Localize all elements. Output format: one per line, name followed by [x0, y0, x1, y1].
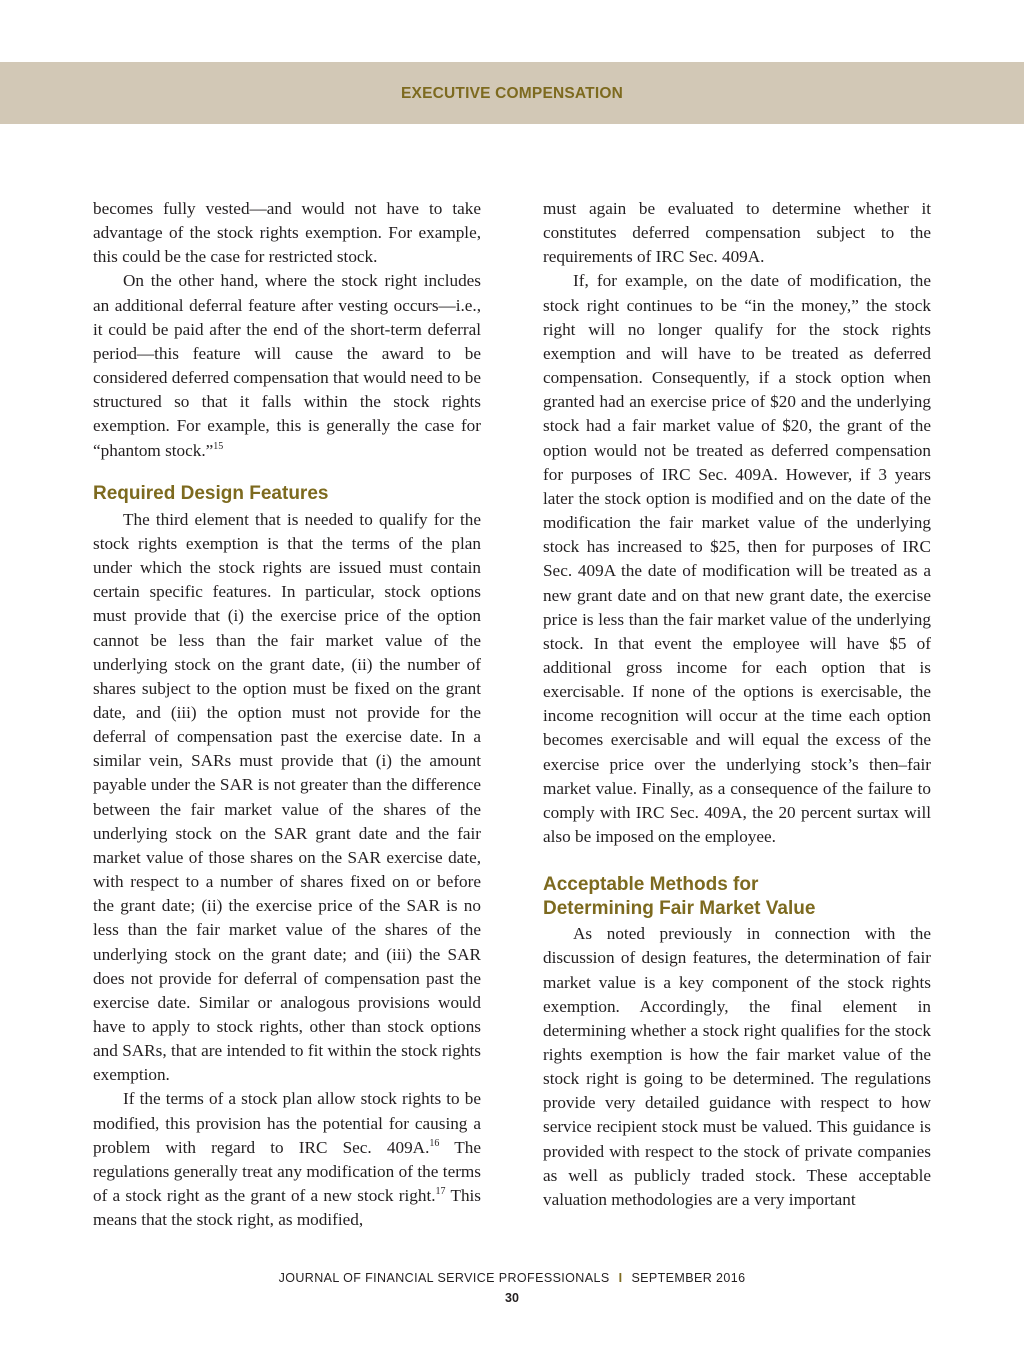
left-paragraph-4-text-c: This means that the stock right, as modified,	[93, 1186, 481, 1230]
issue-date: SEPTEMBER 2016	[631, 1271, 746, 1285]
left-paragraph-4	[93, 1087, 481, 1232]
left-paragraph-1: becomes fully vested—and would not have to take advantage of the stock rights exemption. For example, this could be the case for restricted stock.	[93, 199, 481, 267]
left-paragraph-2	[93, 269, 481, 462]
footer-journal-line	[0, 1270, 1024, 1286]
footnote-ref-16: 16	[429, 1137, 440, 1149]
right-paragraph-2: If, for example, on the date of modification, the stock right continues to be “in the money,” the stock right will no longer qualify for the stock rights exemption and will have to be treated as deferred compensation. Consequently, if a stock option when granted had an exercise price of $20 and the underlying stock had a fair market value of $20, the grant of the option would not be treated as deferred compensation for purposes of IRC Sec. 409A. However, if 3 years later the stock option is modified and on the date of the modification the fair market value of the underlying stock has increased to $25, then for purposes of IRC Sec. 409A the date of modification will be treated as a new grant date and on that new grant date, the exercise price is less than the fair market value of the underlying stock. In that event the employee will have $5 of additional gross income for each option that is exercisable. If none of the options is exercisable, the income recognition will occur at the time each option becomes exercisable and will equal the excess of the exercise price over the underlying stock’s then–fair market value. Finally, as a consequence of the failure to comply with IRC Sec. 409A, the 20 percent surtax will also be imposed on the employee.	[543, 271, 931, 847]
section-label: EXECUTIVE COMPENSATION	[401, 85, 623, 102]
footer-separator: I	[618, 1271, 623, 1285]
right-paragraph-1: must again be evaluated to determine whether it constitutes deferred compensation subject to the requirements of IRC Sec. 409A.	[543, 199, 931, 267]
left-column	[93, 197, 481, 1232]
page-number: 30	[505, 1291, 519, 1305]
left-paragraph-3: The third element that is needed to qualify for the stock rights exemption is that the terms of the plan under which the stock rights are issued must contain certain specific features. In particular, stock options must provide that (i) the exercise price of the option cannot be less than the fair market value of the underlying stock on the grant date, (ii) the number of shares subject to the option must be fixed on the grant date, and (iii) the option must not provide for the deferral of compensation past the exercise date. In a similar vein, SARs must provide that (i) the amount payable under the SAR is not greater than the difference between the fair market value of the shares of the underlying stock on the SAR grant date and the fair market value of those shares on the SAR exercise date, with respect to a number of shares fixed on or before the grant date; (ii) the exercise price of the SAR is no less than the fair market value of the shares of the underlying stock on the grant date; and (iii) the SAR does not provide for deferral of compensation past the exercise date. Similar or analogous provisions would have to apply to stock rights, other than stock options and SARs, that are intended to fit within the stock rights exemption.	[93, 509, 481, 1085]
left-paragraph-4-text-a: If the terms of a stock plan allow stock rights to be modified, this provision has the potential for causing a problem with regard to IRC Sec. 409A.	[93, 1089, 481, 1157]
left-paragraph-4-text-b: The regulations generally treat any modification of the terms of a stock right as the grant of a new stock right.	[93, 1137, 481, 1206]
journal-name: JOURNAL OF FINANCIAL SERVICE PROFESSIONALS	[278, 1271, 610, 1285]
footnote-ref-15: 15	[213, 440, 224, 452]
footnote-ref-17: 17	[435, 1186, 446, 1198]
left-paragraph-2-text: On the other hand, where the stock right includes an additional deferral feature after vesting occurs—i.e., it could be paid after the end of the short-term deferral period—this feature will cause the award to be considered deferred compensation that would need to be structured so that it falls within the stock rights exemption. For example, this is generally the case for “phantom stock.”	[93, 271, 482, 460]
heading-acceptable-methods	[543, 873, 931, 921]
heading-required-design-features: Required Design Features	[93, 482, 329, 504]
right-paragraph-3: As noted previously in connection with the discussion of design features, the determination of fair market value is a key component of the stock rights exemption. Accordingly, the final element in determining whether a stock right qualifies for the stock rights exemption is how the fair market value of the stock right is going to be determined. The regulations provide very detailed guidance with respect to how service recipient stock must be valued. This guidance is provided with respect to the stock of private companies as well as publicly traded stock. These acceptable valuation methodologies are a very important	[543, 924, 931, 1209]
heading-acceptable-methods-line-2: Determining Fair Market Value	[543, 898, 816, 920]
right-column	[543, 197, 931, 1212]
heading-acceptable-methods-line-1: Acceptable Methods for	[543, 874, 759, 896]
